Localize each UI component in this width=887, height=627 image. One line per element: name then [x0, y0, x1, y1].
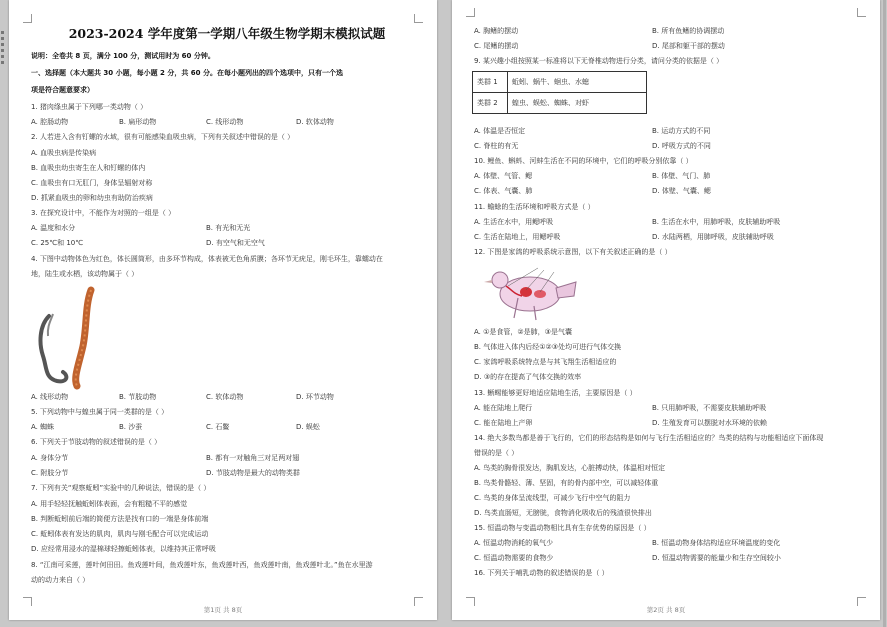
option-b: B. 鸟类骨骼轻、薄、坚固，有的骨内部中空，可以减轻体重	[474, 479, 659, 487]
option-c: C. 线形动物	[206, 118, 244, 126]
option-c: C. 鸟类的身体呈流线型，可减少飞行中空气的阻力	[474, 494, 631, 502]
option-d: D. 蜈蚣	[296, 423, 320, 431]
instructions: 说明：全卷共 8 页，满分 100 分，测试用时为 60 分钟。	[31, 52, 215, 60]
option-a: A. 生活在水中，用鳃呼吸	[474, 218, 554, 226]
option-b: B. 运动方式的不同	[652, 127, 711, 135]
classification-table	[472, 71, 647, 114]
option-a: A. 线形动物	[31, 393, 69, 401]
option-b: B. 判断蚯蚓前后端的简便方法是找有口的一端是身体前端	[31, 515, 209, 523]
option-a: A. 鸟类的胸骨很发达，胸肌发达，心脏搏动快，体温相对恒定	[474, 464, 666, 472]
option-c: C. 25℃和 10℃	[31, 239, 84, 247]
option-a: A. 恒温动物消耗的氧气少	[474, 539, 554, 547]
option-d: D. 尾部和躯干部的摆动	[652, 42, 725, 50]
question-12: 12. 下图是家鸽的呼吸系统示意图，以下有关叙述正确的是（ ）	[474, 248, 672, 256]
option-b: B. 恒温动物身体结构适应环境温度的变化	[652, 539, 781, 547]
question-8: 8. “江南可采莲，莲叶何田田。鱼戏莲叶间，鱼戏莲叶东，鱼戏莲叶西，鱼戏莲叶南，鱼戏莲叶北。”鱼在水里游	[31, 561, 373, 569]
question-11: 11. 蟾蜍的生活环境和呼吸方式是（ ）	[474, 203, 595, 211]
question-4: 4. 下图中动物体色为红色，体长圆筒形，由多环节构成，体表被无色角质膜；各环节无疣足，刚毛环生，靠蠕动在	[31, 255, 383, 263]
question-14-cont: 错误的是（ ）	[474, 449, 519, 457]
question-13: 13. 蜥蜴能够更好地适应陆地生活，主要原因是（ ）	[474, 389, 637, 397]
option-b: B. 气体进入体内后经①②③处均可进行气体交换	[474, 343, 622, 351]
option-a: A. 身体分节	[31, 454, 69, 462]
table-row	[473, 72, 647, 93]
option-a: A. 能在陆地上爬行	[474, 404, 533, 412]
option-c: C. 脊柱的有无	[474, 142, 519, 150]
option-c: C. 石鳖	[206, 423, 230, 431]
option-d: D. 环节动物	[296, 393, 334, 401]
question-5: 5. 下列动物中与蝗虫属于同一类群的是（ ）	[31, 408, 169, 416]
option-c: C. 家鸽呼吸系统特点是与其飞翔生活相适应的	[474, 358, 617, 366]
option-a: A. ①是食管，②是肺，③是气囊	[474, 328, 572, 336]
question-7: 7. 下列有关“观察蚯蚓”实验中的几种说法，错误的是（ ）	[31, 484, 211, 492]
question-15: 15. 恒温动物与变温动物相比具有生存优势的原因是（ ）	[474, 524, 651, 532]
option-c: C. 恒温动物需要的食物少	[474, 554, 554, 562]
question-2: 2. 人若进入含有钉螺的水域，很有可能感染血吸虫病，下列有关叙述中错误的是（ ）	[31, 133, 295, 141]
question-8-cont: 动的动力来自（ ）	[31, 576, 90, 584]
option-c: C. 能在陆地上产卵	[474, 419, 533, 427]
section-header-cont: 项是符合题意要求）	[31, 86, 94, 94]
table-cell: 蚯蚓、蜗牛、蛔虫、水螅	[508, 72, 647, 93]
earthworm-image	[33, 286, 113, 390]
table-row	[473, 93, 647, 114]
option-b: B. 扁形动物	[119, 118, 157, 126]
option-b: B. 血吸虫幼虫寄生在人和钉螺的体内	[31, 164, 146, 172]
option-d: D. 应经常用浸水的湿棉球轻擦蚯蚓体表，以维持其正常呼吸	[31, 545, 216, 553]
table-cell: 类群 1	[473, 72, 508, 93]
exam-title: 2023-2024 学年度第一学期八年级生物学期末模拟试题	[68, 26, 386, 41]
option-c: C. 体表、气囊、肺	[474, 187, 533, 195]
option-d: D. 抓紧血吸虫的卵和幼虫有助防治疾病	[31, 194, 153, 202]
question-3: 3. 在探究设计中，不能作为对照的一组是（ ）	[31, 209, 176, 217]
vertical-scrollbar[interactable]	[883, 0, 886, 627]
option-b: B. 生活在水中，用肺呼吸，皮肤辅助呼吸	[652, 218, 781, 226]
question-14: 14. 绝大多数鸟都是善于飞行的，它们的形态结构是如何与飞行生活相适应的？鸟类的结构与功能相适应下面体现	[474, 434, 824, 442]
document-page-1	[9, 0, 437, 620]
option-d: D. ③的存在提高了气体交换的效率	[474, 373, 582, 381]
option-d: D. 水陆两栖，用肺呼吸，皮肤辅助呼吸	[652, 233, 774, 241]
question-1: 1. 猪肉绦虫属于下列哪一类动物（ ）	[31, 103, 148, 111]
option-c: C. 尾鳍的摆动	[474, 42, 519, 50]
option-c: C. 血吸虫有口无肛门，身体呈辐射对称	[31, 179, 153, 187]
table-cell: 蝗虫、蜈蚣、蜘蛛、对虾	[508, 93, 647, 114]
option-b: B. 节肢动物	[119, 393, 157, 401]
option-d: D. 鸟类直肠短，无膀胱，食物消化吸收后的残渣很快排出	[474, 509, 652, 517]
question-6: 6. 下列关于节肢动物的叙述错误的是（ ）	[31, 438, 162, 446]
option-b: B. 都有一对触角三对足两对翅	[206, 454, 300, 462]
page-footer: 第2页 共 8页	[646, 606, 686, 614]
option-a: A. 胸鳍的摆动	[474, 27, 519, 35]
question-9: 9. 某兴趣小组按照某一标准将以下无脊椎动物进行分类，请问分类的依据是（ ）	[474, 57, 724, 65]
option-d: D. 软体动物	[296, 118, 334, 126]
crop-mark	[466, 8, 475, 17]
option-a: A. 温度和水分	[31, 224, 76, 232]
question-16: 16. 下列关于哺乳动物的叙述错误的是（ ）	[474, 569, 609, 577]
option-d: D. 生殖发育可以摆脱对水环境的依赖	[652, 419, 767, 427]
option-d: D. 恒温动物需要的能量少和生存空间较小	[652, 554, 781, 562]
option-c: C. 软体动物	[206, 393, 244, 401]
option-a: A. 蜘蛛	[31, 423, 55, 431]
option-c: C. 蚯蚓体表有发达的肌肉，肌肉与刚毛配合可以完成运动	[31, 530, 209, 538]
option-c: C. 生活在陆地上，用鳃呼吸	[474, 233, 561, 241]
option-d: D. 有空气和无空气	[206, 239, 265, 247]
option-a: A. 腔肠动物	[31, 118, 69, 126]
crop-mark	[857, 8, 866, 17]
crop-mark	[414, 14, 423, 23]
table-cell: 类群 2	[473, 93, 508, 114]
option-b: B. 体壁、气门、肺	[652, 172, 711, 180]
option-a: A. 血吸虫病是传染病	[31, 149, 97, 157]
question-10: 10. 鲤鱼、蝌蚪、河蚌生活在不同的环境中，它们的呼吸分别依靠（ ）	[474, 157, 693, 165]
pigeon-diagram	[478, 262, 578, 322]
option-d: D. 体壁、气囊、鳃	[652, 187, 711, 195]
section-header: 一、选择题（本大题共 30 小题，每小题 2 分，共 60 分。在每小题列出的四个选项中，只有一个选	[31, 69, 343, 77]
option-a: A. 体温是否恒定	[474, 127, 526, 135]
page-footer: 第1页 共 8页	[203, 606, 243, 614]
option-b: B. 只用肺呼吸，不需要皮肤辅助呼吸	[652, 404, 767, 412]
option-d: D. 呼吸方式的不同	[652, 142, 711, 150]
document-page-2	[452, 0, 880, 620]
option-b: B. 所有鱼鳍的协调摆动	[652, 27, 725, 35]
option-b: B. 沙蚕	[119, 423, 143, 431]
crop-mark	[23, 14, 32, 23]
option-d: D. 节肢动物是最大的动物类群	[206, 469, 300, 477]
option-a: A. 用手轻轻抚触蚯蚓体表面，会有粗糙不平的感觉	[31, 500, 188, 508]
question-4-cont: 地，陆生或水栖，该动物属于（ ）	[31, 270, 139, 278]
option-c: C. 附肢分节	[31, 469, 69, 477]
option-b: B. 有光和无光	[206, 224, 251, 232]
drag-handle[interactable]	[0, 30, 7, 48]
option-a: A. 体壁、气管、鳃	[474, 172, 533, 180]
